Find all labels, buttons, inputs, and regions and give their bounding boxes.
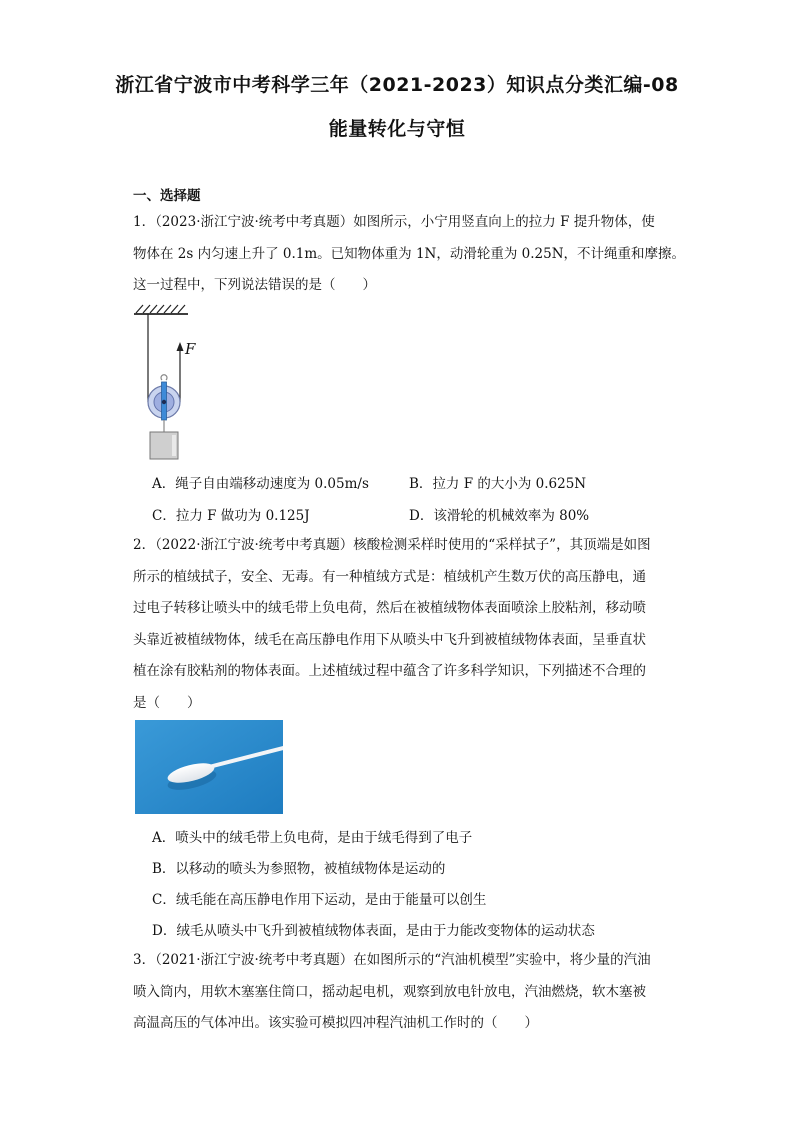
question-1-option-d[interactable]: D．该滑轮的机械效率为 80% — [409, 508, 590, 524]
question-2-option-b[interactable]: B．以移动的喷头为参照物，被植绒物体是运动的 — [152, 861, 446, 877]
pulley-hook — [161, 375, 167, 380]
question-2-line: 过电子转移让喷头中的绒毛带上负电荷，然后在被植绒物体表面喷涂上胶粘剂，移动喷 — [133, 600, 646, 616]
question-1-option-b[interactable]: B．拉力 F 的大小为 0.625N — [409, 476, 587, 492]
question-2-option-a[interactable]: A．喷头中的绒毛带上负电荷，是由于绒毛得到了电子 — [152, 830, 473, 846]
weight-block-shade — [172, 435, 176, 456]
question-2-line: 植在涂有胶粘剂的物体表面。上述植绒过程中蕴含了许多科学知识，下列描述不合理的 — [133, 663, 646, 679]
question-3-stem — [133, 945, 661, 1040]
question-3-line: 高温高压的气体冲出。该实验可模拟四冲程汽油机工作时的（ ） — [133, 1015, 538, 1031]
question-2-option-d[interactable]: D．绒毛从喷头中飞升到被植绒物体表面，是由于力能改变物体的运动状态 — [152, 923, 595, 939]
pulley-axle — [162, 400, 166, 404]
force-label: F — [185, 340, 196, 358]
pulley-figure — [132, 302, 212, 462]
ceiling-hatch — [134, 305, 188, 314]
section-heading: 一、选择题 — [133, 188, 201, 204]
question-2-line: 2．（2022·浙江宁波·统考中考真题）核酸检测采样时使用的“采样拭子”，其顶端是如图 — [133, 537, 651, 553]
swab-photo — [135, 720, 283, 814]
document-title-line2: 能量转化与守恒 — [328, 118, 466, 140]
question-2-stem — [133, 530, 661, 719]
force-arrow-head — [177, 342, 184, 351]
question-1-line: 1．（2023·浙江宁波·统考中考真题）如图所示，小宁用竖直向上的拉力 F 提升物体，使 — [133, 214, 655, 230]
question-3-line: 喷入筒内，用软木塞塞住筒口，摇动起电机，观察到放电针放电，汽油燃烧，软木塞被 — [133, 983, 646, 1000]
question-3-line: 3．（2021·浙江宁波·统考中考真题）在如图所示的“汽油机模型”实验中，将少量的汽油 — [133, 952, 651, 968]
document-title-line1: 浙江省宁波市中考科学三年（2021-2023）知识点分类汇编-08 — [115, 74, 679, 96]
question-1-stem — [133, 207, 686, 302]
question-1-option-a[interactable]: A．绳子自由端移动速度为 0.05m/s — [152, 476, 369, 492]
question-2-line: 头靠近被植绒物体，绒毛在高压静电作用下从喷头中飞升到被植绒物体表面，呈垂直状 — [133, 631, 646, 648]
question-1-option-c[interactable]: C．拉力 F 做功为 0.125J — [152, 508, 310, 524]
question-2-line: 所示的植绒拭子，安全、无毒。有一种植绒方式是：植绒机产生数万伏的高压静电，通 — [133, 568, 646, 585]
question-1-line: 物体在 2s 内匀速上升了 0.1m。已知物体重为 1N，动滑轮重为 0.25N，不计绳重和摩擦。 — [133, 245, 686, 262]
question-2-line: 是（ ） — [133, 694, 201, 711]
question-1-line: 这一过程中，下列说法错误的是（ ） — [133, 277, 376, 293]
question-2-option-c[interactable]: C．绒毛能在高压静电作用下运动，是由于能量可以创生 — [152, 892, 487, 908]
